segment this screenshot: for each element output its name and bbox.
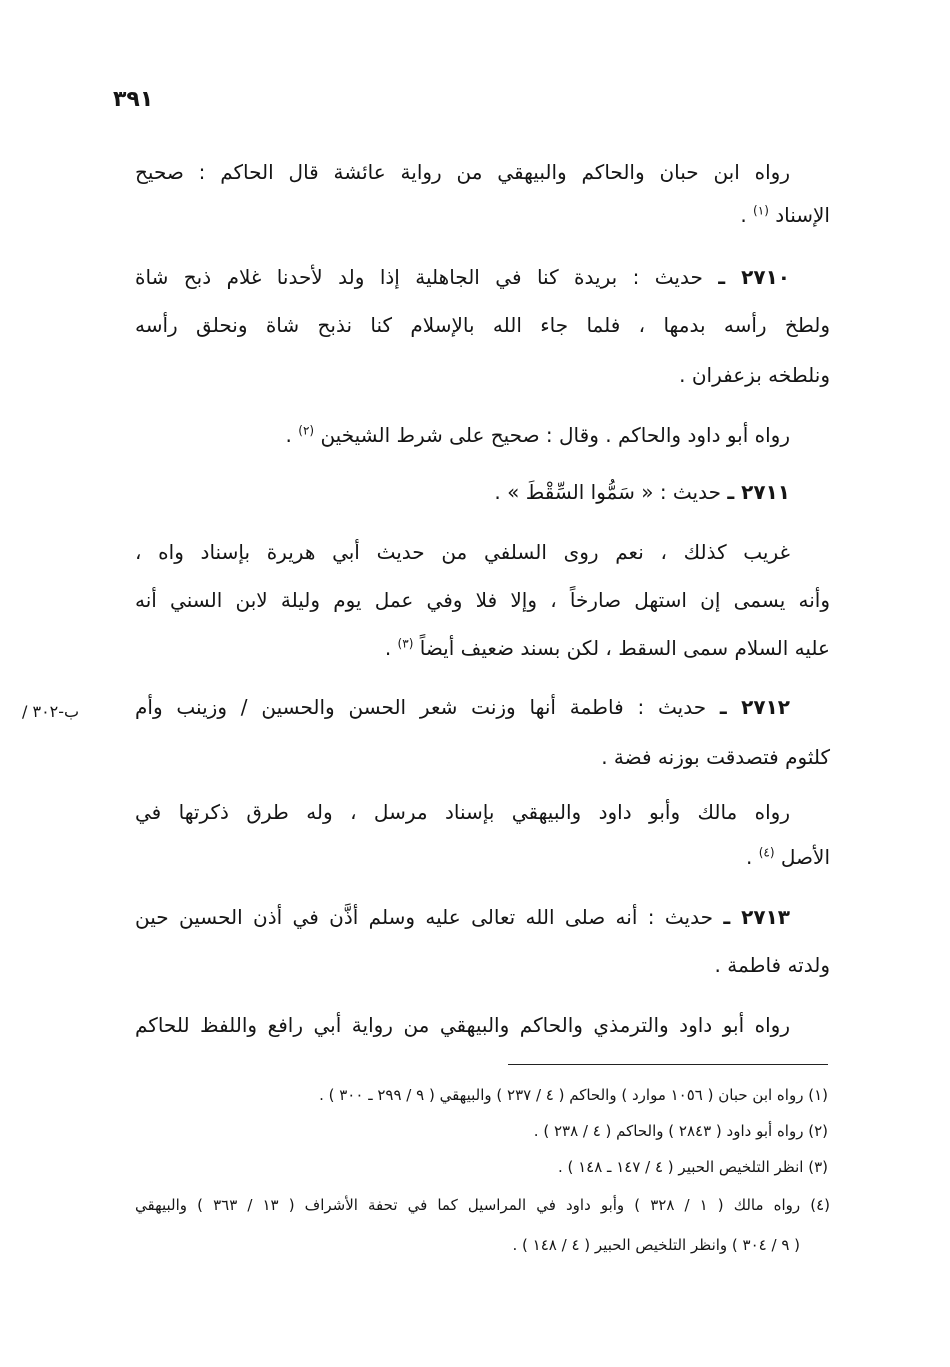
line-tail: . bbox=[384, 636, 392, 660]
line-text: ونلطخه بزعفران . bbox=[679, 363, 830, 387]
text-line bbox=[135, 897, 790, 937]
text-line bbox=[135, 687, 790, 727]
footnote-marker: (٣) bbox=[397, 636, 414, 651]
text-line bbox=[135, 305, 830, 345]
line-text: حديث : فاطمة أنها وزنت شعر الحسن والحسين / وزينب وأم bbox=[135, 695, 707, 719]
footnote: (٢) رواه أبو داود ( ٢٨٤٣ ) والحاكم ( ٤ / ٢٣٨ ) . bbox=[533, 1122, 828, 1140]
text-line bbox=[286, 415, 790, 455]
line-text: ولدته فاطمة . bbox=[714, 953, 830, 977]
line-text: غريب كذلك ، نعم روى السلفي من حديث أبي هريرة بإسناد واه ، bbox=[135, 540, 790, 564]
line-text: حديث : أنه صلى الله تعالى عليه وسلم أذَّن في أذن الحسين حين bbox=[135, 905, 713, 929]
line-text: حديث : « سَمُّوا السِّقْطَ » . bbox=[494, 480, 721, 504]
hadith-number: ٢٧١١ ـ bbox=[727, 480, 790, 504]
line-text: عليه السلام سمى السقط ، لكن بسند ضعيف أيضاً bbox=[419, 636, 830, 660]
footnote-marker: (٤) bbox=[758, 845, 775, 860]
line-tail: . bbox=[740, 203, 747, 227]
text-line bbox=[601, 737, 830, 777]
text-line bbox=[135, 580, 830, 620]
line-text: وأنه يسمى إن استهل صارخاً ، وإلا فلا وفي عمل يوم وليلة لابن السني أنه bbox=[135, 588, 830, 612]
text-line bbox=[135, 532, 790, 572]
line-text: الإسناد bbox=[775, 203, 830, 227]
line-text: كلثوم فتصدقت بوزنه فضة . bbox=[601, 745, 830, 769]
line-tail: . bbox=[746, 845, 753, 869]
footnote-marker: (٢) bbox=[298, 423, 315, 438]
footnote-marker: (١) bbox=[753, 203, 769, 218]
footnote: (٤) رواه مالك ( ١ / ٣٢٨ ) وأبو داود في المراسيل كما في تحفة الأشراف ( ١٣ / ٣٦٣ ) والبيهقي bbox=[135, 1196, 830, 1214]
line-text: ولطخ رأسه بدمها ، فلما جاء الله بالإسلام كنا نذبح شاة ونحلق رأسه bbox=[135, 313, 830, 337]
line-text: رواه ابن حبان والحاكم والبيهقي من رواية عائشة قال الحاكم : صحيح bbox=[135, 160, 790, 184]
line-text: رواه أبو داود والترمذي والحاكم والبيهقي من رواية أبي رافع واللفظ للحاكم bbox=[135, 1013, 790, 1037]
line-text: حديث : بريدة كنا في الجاهلية إذا ولد لأحدنا غلام ذبح شاة bbox=[135, 265, 703, 289]
page-number: ٣٩١ bbox=[113, 87, 154, 112]
text-line bbox=[385, 628, 830, 668]
line-tail: . bbox=[285, 423, 292, 447]
line-text: رواه مالك وأبو داود والبيهقي بإسناد مرسل ، وله طرق ذكرتها في bbox=[135, 800, 790, 824]
hadith-number: ٢٧١٠ ـ bbox=[718, 265, 790, 289]
footnote: (٣) انظر التلخيص الحبير ( ٤ / ١٤٧ ـ ١٤٨ ) . bbox=[557, 1158, 828, 1176]
text-line bbox=[135, 792, 790, 832]
footnote-continuation: ( ٩ / ٣٠٤ ) وانظر التلخيص الحبير ( ٤ / ١٤٨ ) . bbox=[512, 1236, 800, 1254]
footnote: (١) رواه ابن حبان ( ١٠٥٦ موارد ) والحاكم ( ٤ / ٢٣٧ ) والبيهقي ( ٩ / ٢٩٩ ـ ٣٠٠ ) . bbox=[319, 1086, 828, 1104]
text-line bbox=[135, 257, 790, 297]
hadith-number: ٢٧١٣ ـ bbox=[723, 905, 790, 929]
line-text: الأصل bbox=[780, 845, 830, 869]
text-line bbox=[679, 355, 830, 395]
hadith-number: ٢٧١٢ ـ bbox=[719, 695, 790, 719]
text-line bbox=[135, 152, 790, 192]
text-line bbox=[740, 195, 830, 235]
text-line bbox=[135, 1005, 790, 1045]
text-line bbox=[715, 945, 830, 985]
footnote-separator bbox=[508, 1064, 828, 1065]
manuscript-folio-note: / ٣٠٢-ب bbox=[22, 702, 80, 721]
text-line bbox=[746, 837, 830, 877]
line-text: رواه أبو داود والحاكم . وقال : صحيح على شرط الشيخين bbox=[320, 423, 790, 447]
text-line bbox=[494, 472, 790, 512]
